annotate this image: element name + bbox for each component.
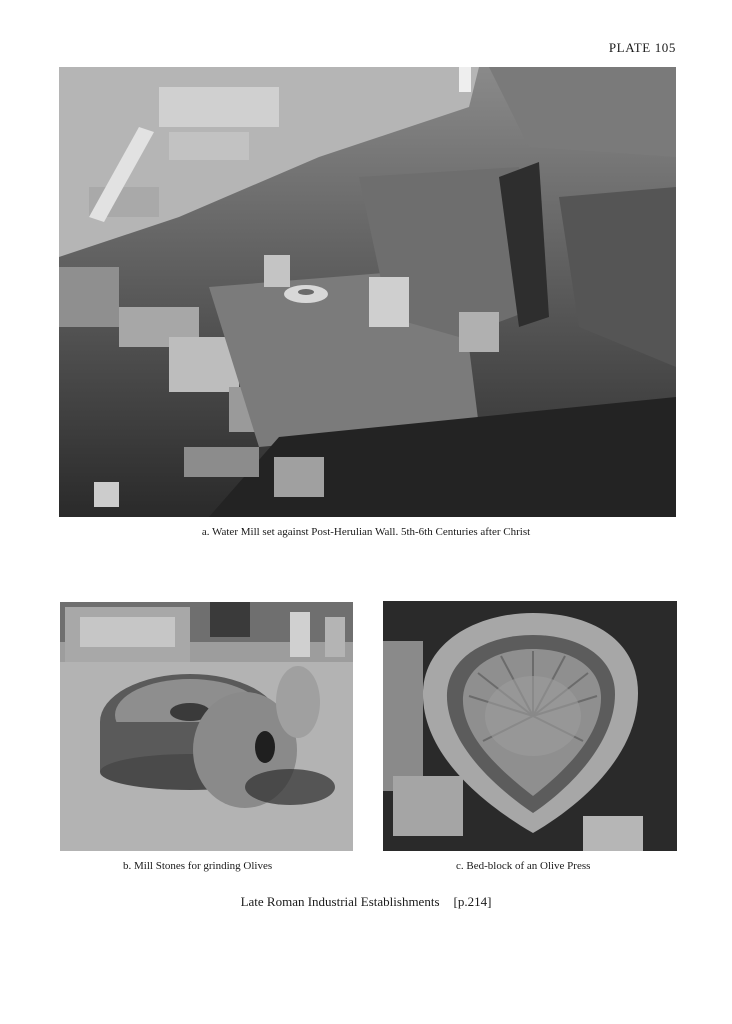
photo-water-mill <box>59 67 676 517</box>
caption-figure-b: b. Mill Stones for grinding Olives <box>123 860 273 872</box>
plate-number: PLATE 105 <box>608 40 676 55</box>
plate-title: Late Roman Industrial Establishments <box>240 894 440 909</box>
page-reference: [p.214] <box>453 894 492 909</box>
caption-figure-a: a. Water Mill set against Post-Herulian Wall. 5th-6th Centuries after Christ <box>201 526 531 538</box>
plate-footer <box>0 894 732 910</box>
photo-mill-stones <box>60 602 353 851</box>
caption-figure-c: c. Bed-block of an Olive Press <box>456 860 591 872</box>
photo-olive-press-bed-block <box>383 601 677 851</box>
